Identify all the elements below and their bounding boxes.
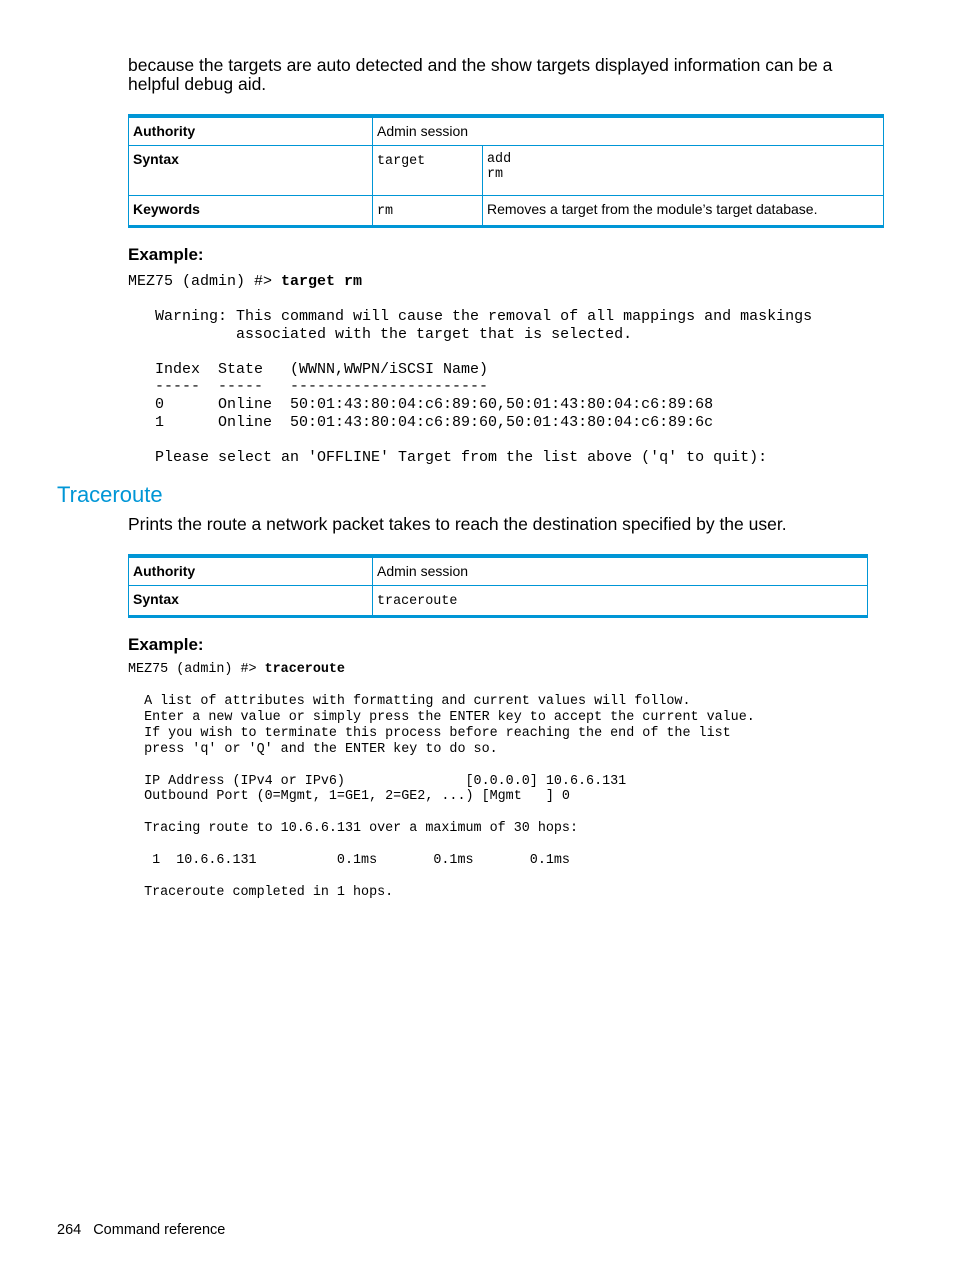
command: traceroute <box>264 662 345 677</box>
page-footer <box>57 1222 225 1238</box>
example-label: Example: <box>128 635 204 654</box>
command: target rm <box>281 273 363 290</box>
command-prompt-line <box>128 273 362 291</box>
command-output: A list of attributes with formatting and current values will follow. Enter a new value or simply press the ENTER key to accept the current value. If you wish to terminate this process before reaching the end of the list press 'q' or 'Q' and the ENTER key to do so. IP Address (IPv4 or IPv6) [0.0.0.0] 10.6.6.131 Outbound Port (0=Mgmt, 1=GE1, 2=GE2, ...) [Mgmt ] 0 Tracing route to 10.6.6.131 over a maximum of 30 hops: 1 10.6.6.131 0.1ms 0.1ms 0.1ms Traceroute completed in 1 hops. <box>144 694 755 900</box>
traceroute-command-table <box>128 554 868 618</box>
command-output: Warning: This command will cause the removal of all mappings and maskings associated with the target that is selected. Index State (WWNN,WWPN/iSCSI Name) ----- ----- ---------------------- 0 Online 50:01:43:80:04:c6:89:60,50:01:43:80:04:c6:89:68 1 Online 50:01:43:80:04:c6:89:60,50:01:43:80:04:c6:89:6c Please select an 'OFFLINE' Target from the list above ('q' to quit): <box>155 308 813 466</box>
page-number: 264 <box>57 1222 82 1238</box>
example-label: Example: <box>128 245 204 264</box>
footer-section: Command reference <box>93 1222 226 1238</box>
table-row <box>129 586 868 617</box>
keyword: rm <box>373 196 483 227</box>
table-row <box>129 556 868 586</box>
authority-value: Admin session <box>373 556 868 586</box>
prompt: MEZ75 (admin) #> <box>128 662 265 677</box>
table-row <box>129 196 884 227</box>
authority-label: Authority <box>129 556 373 586</box>
authority-label: Authority <box>129 116 373 146</box>
section-description: Prints the route a network packet takes to reach the destination specified by the user. <box>128 514 787 534</box>
prompt: MEZ75 (admin) #> <box>128 273 282 290</box>
keywords-label: Keywords <box>129 196 373 227</box>
intro-paragraph: because the targets are auto detected and the show targets displayed information can be a helpful debug aid. <box>128 55 833 94</box>
section-heading: Traceroute <box>57 482 163 507</box>
syntax-command: target <box>373 146 483 196</box>
syntax-option: rm <box>487 167 504 182</box>
target-command-table <box>128 114 884 228</box>
table-row <box>129 146 884 196</box>
authority-value: Admin session <box>373 116 884 146</box>
syntax-option: add <box>487 152 512 167</box>
syntax-label: Syntax <box>129 146 373 196</box>
keyword-description: Removes a target from the module’s target database. <box>483 196 884 227</box>
syntax-label: Syntax <box>129 586 373 617</box>
syntax-options <box>483 146 884 196</box>
syntax-value: traceroute <box>373 586 868 617</box>
table-row <box>129 116 884 146</box>
command-prompt-line <box>128 662 345 678</box>
